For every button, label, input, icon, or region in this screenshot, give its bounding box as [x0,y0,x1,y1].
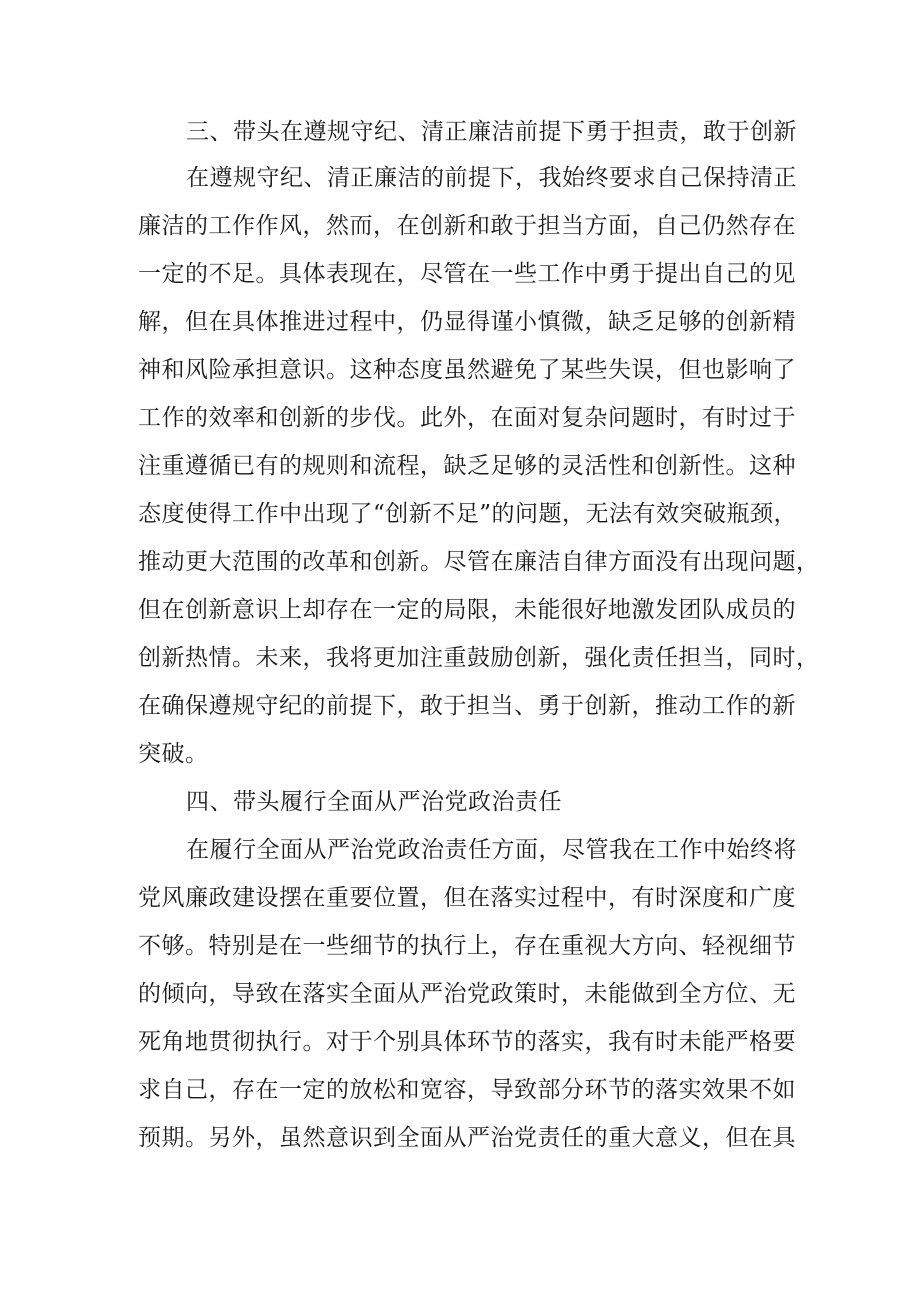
paragraph-line: 的倾向，导致在落实全面从严治党政策时，未能做到全方位、无 [138,981,796,1007]
paragraph-line: 廉洁的工作作风，然而，在创新和敢于担当方面，自己仍然存在 [138,213,796,239]
paragraph-line: 工作的效率和创新的步伐。此外，在面对复杂问题时，有时过于 [138,405,796,431]
paragraph-line: 但在创新意识上却存在一定的局限，未能很好地激发团队成员的 [138,597,796,623]
paragraph-line: 在遵规守纪、清正廉洁的前提下，我始终要求自己保持清正 [186,165,797,191]
paragraph-line: 注重遵循已有的规则和流程，缺乏足够的灵活性和创新性。这种 [138,453,796,479]
section-heading-4: 四、带头履行全面从严治党政治责任 [186,789,562,815]
paragraph-line: 死角地贯彻执行。对于个别具体环节的落实，我有时未能严格要 [138,1029,796,1055]
paragraph-line: 党风廉政建设摆在重要位置，但在落实过程中，有时深度和广度 [138,885,796,911]
paragraph-line: 在确保遵规守纪的前提下，敢于担当、勇于创新，推动工作的新 [138,693,796,719]
paragraph-line: 突破。 [138,741,209,767]
paragraph-line: 神和风险承担意识。这种态度虽然避免了某些失误，但也影响了 [138,357,796,383]
paragraph-line: 不够。特别是在一些细节的执行上，存在重视大方向、轻视细节 [138,933,796,959]
paragraph-line: 预期。另外，虽然意识到全面从严治党责任的重大意义，但在具 [138,1125,796,1151]
paragraph-line: 态度使得工作中出现了“创新不足”的问题，无法有效突破瓶颈， [138,501,798,527]
paragraph-line: 一定的不足。具体表现在，尽管在一些工作中勇于提出自己的见 [138,261,796,287]
paragraph-line: 求自己，存在一定的放松和宽容，导致部分环节的落实效果不如 [138,1077,796,1103]
paragraph-line: 在履行全面从严治党政治责任方面，尽管我在工作中始终将 [186,837,797,863]
paragraph-line: 创新热情。未来，我将更加注重鼓励创新，强化责任担当，同时， [138,645,820,671]
paragraph-line: 推动更大范围的改革和创新。尽管在廉洁自律方面没有出现问题， [138,549,820,575]
section-heading-3: 三、带头在遵规守纪、清正廉洁前提下勇于担责，敢于创新 [186,119,797,145]
paragraph-line: 解，但在具体推进过程中，仍显得谨小慎微，缺乏足够的创新精 [138,309,796,335]
